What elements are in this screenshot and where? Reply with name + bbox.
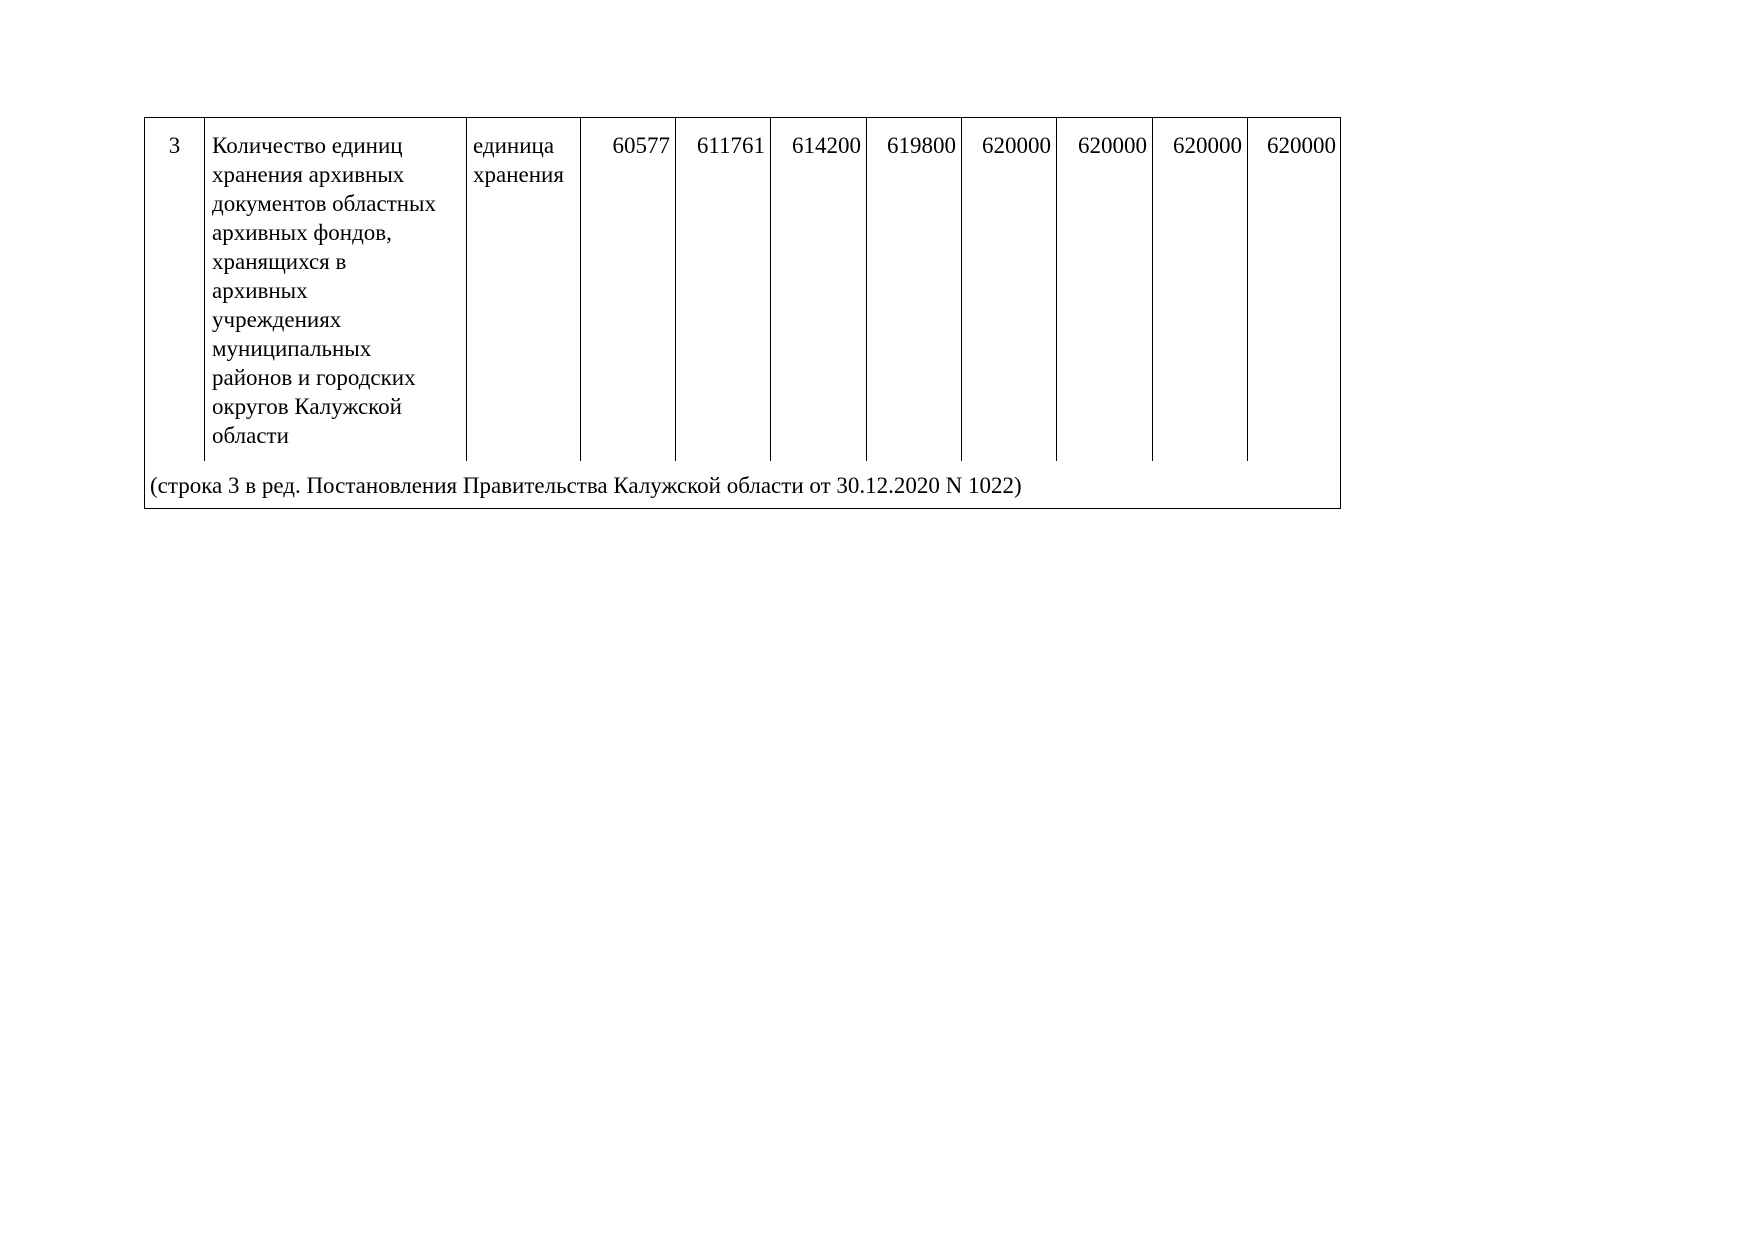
unit-cell bbox=[466, 118, 580, 461]
indicator-name-line: муниципальных bbox=[212, 336, 372, 361]
indicator-name-line: хранящихся в bbox=[212, 249, 347, 274]
indicator-name-line: округов Калужской bbox=[212, 394, 402, 419]
unit-line: хранения bbox=[473, 162, 564, 187]
indicator-name-line: области bbox=[212, 423, 289, 448]
value-cell: 611761 bbox=[675, 118, 770, 461]
value-cell: 619800 bbox=[866, 118, 961, 461]
indicator-name-line: архивных bbox=[212, 278, 308, 303]
value-cell: 614200 bbox=[770, 118, 866, 461]
indicator-name-line: архивных фондов, bbox=[212, 220, 392, 245]
indicator-name-line: районов и городских bbox=[212, 365, 416, 390]
value-cell: 60577 bbox=[580, 118, 675, 461]
unit-line: единица bbox=[473, 133, 555, 158]
indicator-name-line: хранения архивных bbox=[212, 162, 405, 187]
indicator-name-line: документов областных bbox=[212, 191, 437, 216]
value-cell: 620000 bbox=[961, 118, 1056, 461]
row-number-cell bbox=[145, 118, 204, 461]
value-cell: 620000 bbox=[1247, 118, 1341, 461]
value-cell: 620000 bbox=[1152, 118, 1247, 461]
indicator-name-cell bbox=[204, 118, 466, 461]
value-cell: 620000 bbox=[1056, 118, 1152, 461]
indicator-table bbox=[144, 117, 1341, 509]
table-row bbox=[145, 118, 1340, 461]
row-number: 3 bbox=[168, 133, 181, 158]
indicator-name-line: учреждениях bbox=[212, 307, 342, 332]
indicator-name-line: Количество единиц bbox=[212, 133, 403, 158]
amendment-note: (строка 3 в ред. Постановления Правительства Калужской области от 30.12.2020 N 1022) bbox=[150, 473, 1022, 498]
